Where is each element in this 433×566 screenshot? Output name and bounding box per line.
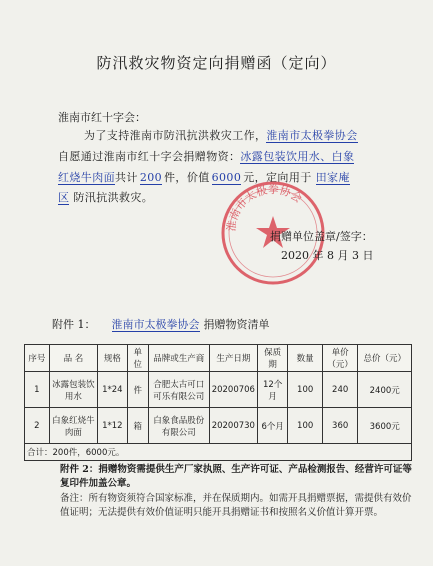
table-cell: 冰露包装饮用水 bbox=[49, 372, 97, 408]
table-header: 品 名 bbox=[49, 345, 97, 372]
recipient-line: 淮南市红十字会： bbox=[58, 111, 146, 124]
table-cell: 1*24 bbox=[98, 372, 128, 408]
table-header: 规格 bbox=[98, 345, 128, 372]
table-header: 保质期 bbox=[257, 345, 287, 372]
table-cell: 1 bbox=[25, 372, 50, 408]
table-cell: 箱 bbox=[127, 408, 148, 444]
table-header-row bbox=[25, 345, 412, 372]
body-text: 共计 bbox=[115, 171, 138, 184]
table-cell: 20200730 bbox=[209, 408, 257, 444]
table-header: 序号 bbox=[25, 345, 50, 372]
goods-handwritten: 冰露包装饮用水、白象 bbox=[240, 150, 355, 163]
body-text: 自愿通过淮南市红十字会捐赠物资： bbox=[58, 150, 241, 163]
table-cell: 360 bbox=[322, 408, 357, 444]
table-cell: 3600元 bbox=[358, 408, 412, 444]
body-text: 元，定向用于 bbox=[243, 171, 312, 184]
value-handwritten: 6000 bbox=[211, 171, 242, 184]
attachment-label: 附件 1： bbox=[52, 318, 96, 331]
table-cell: 100 bbox=[288, 408, 323, 444]
body-text: 防汛抗洪救灾。 bbox=[73, 191, 154, 204]
body-line-2 bbox=[58, 148, 354, 164]
quantity-handwritten: 200 bbox=[139, 171, 163, 184]
attachment-2-text: 附件 2：捐赠物资需提供生产厂家执照、生产许可证、产品检测报告、经营许可证等复印件加盖公章。 bbox=[60, 464, 412, 489]
letter-title: 防汛救灾物资定向捐赠函（定向） bbox=[96, 54, 337, 72]
table-cell: 白象食品股份有限公司 bbox=[148, 408, 209, 444]
remarks-text: 备注：所有物资须符合国家标准，并在保质期内。如需开具捐赠票据，需提供有效价值证明；无法提供有效价值证明只能开具捐赠证书和按照名义价值计算开票。 bbox=[60, 493, 412, 518]
table-cell: 合肥太古可口可乐有限公司 bbox=[148, 372, 209, 408]
table-cell: 2400元 bbox=[358, 372, 412, 408]
table-total: 合计：200件，6000元。 bbox=[25, 444, 412, 461]
table-cell: 件 bbox=[127, 372, 148, 408]
table-cell: 1*12 bbox=[98, 408, 128, 444]
letter-date: 2020 年 8 月 3 日 bbox=[281, 249, 374, 262]
attachment-suffix: 捐赠物资清单 bbox=[203, 318, 270, 331]
table-cell: 6个月 bbox=[257, 408, 287, 444]
table-cell: 240 bbox=[322, 372, 357, 408]
body-text: 为了支持淮南市防汛抗洪救灾工作， bbox=[84, 129, 267, 142]
table-cell: 20200706 bbox=[209, 372, 257, 408]
attachment-org: 淮南市太极拳协会 bbox=[111, 318, 200, 331]
table-header: 单价（元） bbox=[322, 345, 357, 372]
table-cell: 100 bbox=[288, 372, 323, 408]
donation-table bbox=[24, 344, 412, 461]
table-header: 总价（元） bbox=[358, 345, 412, 372]
table-total-row bbox=[25, 444, 412, 461]
table-row bbox=[25, 408, 412, 444]
district-handwritten: 田家庵 bbox=[315, 171, 350, 184]
table-cell: 白象红烧牛肉面 bbox=[49, 408, 97, 444]
table-cell: 12个月 bbox=[257, 372, 287, 408]
svg-text:淮南市太极拳协会: 淮南市太极拳协会 bbox=[224, 183, 305, 233]
table-header: 数量 bbox=[288, 345, 323, 372]
table-header: 单位 bbox=[127, 345, 148, 372]
table-row bbox=[25, 372, 412, 408]
goods-handwritten-cont: 红烧牛肉面 bbox=[58, 171, 115, 184]
attachment-1-heading bbox=[52, 316, 270, 332]
body-line-1 bbox=[84, 127, 358, 143]
table-header: 品牌或生产商 bbox=[148, 345, 209, 372]
donor-name-handwritten: 淮南市太极拳协会 bbox=[266, 129, 358, 142]
table-header: 生产日期 bbox=[209, 345, 257, 372]
body-line-4 bbox=[58, 189, 153, 205]
district-handwritten-cont: 区 bbox=[58, 191, 70, 204]
table-cell: 2 bbox=[25, 408, 50, 444]
signature-label: 捐赠单位盖章/签字： bbox=[270, 230, 373, 243]
body-text: 件，价值 bbox=[164, 171, 210, 184]
